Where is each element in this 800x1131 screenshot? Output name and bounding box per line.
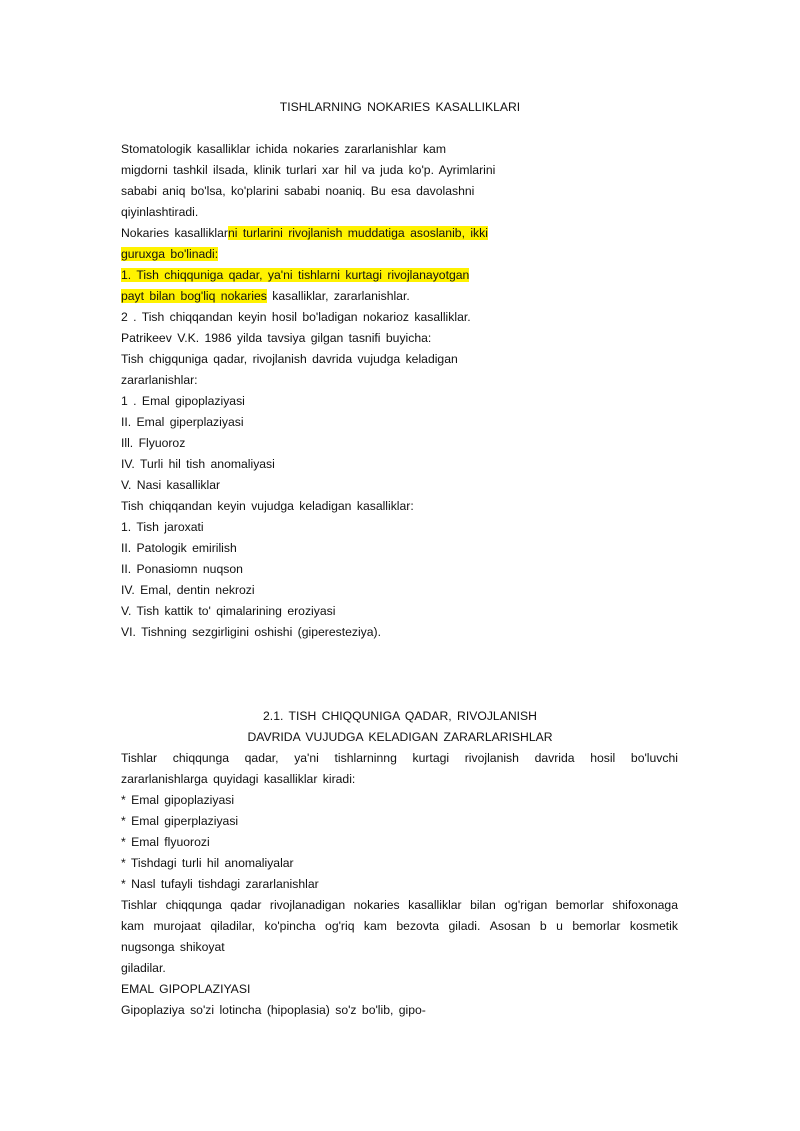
- word: Tishlar: [121, 751, 158, 765]
- word: bemorlar: [572, 919, 621, 933]
- bullet-item: * Emal giperplaziyasi: [121, 814, 239, 828]
- word: bo'luvchi: [630, 751, 678, 765]
- word: u: [556, 919, 563, 933]
- bullet-item: * Emal flyuorozi: [121, 835, 210, 849]
- word: rivojlanadigan: [269, 898, 346, 912]
- word: ya'ni: [294, 751, 319, 765]
- document-title: TISHLARNING NOKARIES KASALLIKLARI: [279, 100, 521, 114]
- section-title: 2.1. TISH CHIQQUNIGA QADAR, RIVOJLANISH: [263, 709, 537, 723]
- word: bemorlar: [555, 898, 604, 912]
- section-title: DAVRIDA VUJUDGA KELADIGAN ZARARLARISHLAR: [247, 730, 553, 744]
- paragraph-line: nugsonga shikoyat: [121, 940, 225, 954]
- justified-line: [121, 897, 678, 913]
- groups-line: Patrikeev V.K. 1986 yilda tavsiya gilgan tasnifi buyicha:: [121, 331, 432, 345]
- justified-line: [121, 750, 678, 766]
- list-item: II. Emal giperplaziyasi: [121, 415, 244, 429]
- list-item: II. Patologik emirilish: [121, 541, 237, 555]
- word: giladi.: [448, 919, 481, 933]
- groups-line: Tish chigquniga qadar, rivojlanish davrida vujudga keladigan: [121, 352, 458, 366]
- word: Asosan: [489, 919, 531, 933]
- groups-line: [121, 288, 410, 304]
- list-item: II. Ponasiomn nuqson: [121, 562, 243, 576]
- list-item: 1. Tish jaroxati: [121, 520, 204, 534]
- word: bezovta: [396, 919, 440, 933]
- word: qiladilar,: [210, 919, 256, 933]
- word: tishlarninng: [334, 751, 397, 765]
- groups-line: [121, 267, 469, 283]
- list-item: VI. Tishning sezgirligini oshishi (giperesteziya).: [121, 625, 381, 639]
- list-item: IV. Turli hil tish anomaliyasi: [121, 457, 275, 471]
- word: chiqqunga: [172, 751, 230, 765]
- word: davrida: [534, 751, 575, 765]
- word: Tishlar: [121, 898, 158, 912]
- highlighted-text: guruxga bo'linadi:: [121, 247, 219, 261]
- paragraph-line: zararlanishlarga quyidagi kasalliklar kiradi:: [121, 772, 356, 786]
- word: chiqqunga: [165, 898, 222, 912]
- list-item: 1 . Emal gipoplaziyasi: [121, 394, 245, 408]
- intro-line: Stomatologik kasalliklar ichida nokaries zararlanishlar kam: [121, 142, 446, 156]
- groups-line: 2 . Tish chiqqandan keyin hosil bo'ladigan nokarioz kasalliklar.: [121, 310, 471, 324]
- groups-text: Nokaries kasalliklar: [121, 226, 228, 240]
- highlighted-text: 1. Tish chiqquniga qadar, ya'ni tishlarni kurtagi rivojlanayotgan: [121, 268, 470, 282]
- word: nokaries: [353, 898, 400, 912]
- groups-line: zararlanishlar:: [121, 373, 198, 387]
- word: kam: [121, 919, 145, 933]
- bullet-item: * Emal gipoplaziyasi: [121, 793, 235, 807]
- word: kam: [363, 919, 387, 933]
- word: qadar,: [244, 751, 279, 765]
- list-item: V. Tish kattik to' qimalarining eroziyasi: [121, 604, 336, 618]
- word: og'riq: [325, 919, 355, 933]
- word: qadar: [230, 898, 262, 912]
- word: hosil: [590, 751, 616, 765]
- word: ko'pincha: [264, 919, 316, 933]
- groups-text: kasalliklar, zararlanishlar.: [266, 289, 410, 303]
- justified-line: [121, 918, 678, 934]
- highlighted-text: ni turlarini rivojlanish muddatiga asoslanib, ikki: [227, 226, 488, 240]
- bullet-item: * Tishdagi turli hil anomaliyalar: [121, 856, 294, 870]
- word: murojaat: [153, 919, 201, 933]
- intro-line: migdorni tashkil ilsada, klinik turlari xar hil va juda ko'p. Ayrimlarini: [121, 163, 496, 177]
- list-heading: Tish chiqqandan keyin vujudga keladigan kasalliklar:: [121, 499, 414, 513]
- list-item: IV. Emal, dentin nekrozi: [121, 583, 255, 597]
- list-item: Ill. Flyuoroz: [121, 436, 186, 450]
- intro-line: qiyinlashtiradi.: [121, 205, 199, 219]
- subheading: EMAL GIPOPLAZIYASI: [121, 982, 251, 996]
- word: bilan: [470, 898, 496, 912]
- word: b: [539, 919, 547, 933]
- highlighted-text: payt bilan bog'liq nokaries: [121, 289, 267, 303]
- word: og'rigan: [504, 898, 548, 912]
- groups-line: [121, 246, 218, 262]
- word: kosmetik: [629, 919, 678, 933]
- groups-line: [121, 225, 488, 241]
- word: shifoxonaga: [612, 898, 678, 912]
- list-item: V. Nasi kasalliklar: [121, 478, 221, 492]
- word: kurtagi: [412, 751, 450, 765]
- bullet-item: * Nasl tufayli tishdagi zararlanishlar: [121, 877, 319, 891]
- word: kasalliklar: [408, 898, 462, 912]
- paragraph-line: giladilar.: [121, 961, 166, 975]
- word: rivojlanish: [464, 751, 519, 765]
- paragraph-line: Gipoplaziya so'zi lotincha (hipoplasia) so'z bo'lib, gipo-: [121, 1003, 426, 1017]
- intro-line: sababi aniq bo'lsa, ko'plarini sababi noaniq. Bu esa davolashni: [121, 184, 475, 198]
